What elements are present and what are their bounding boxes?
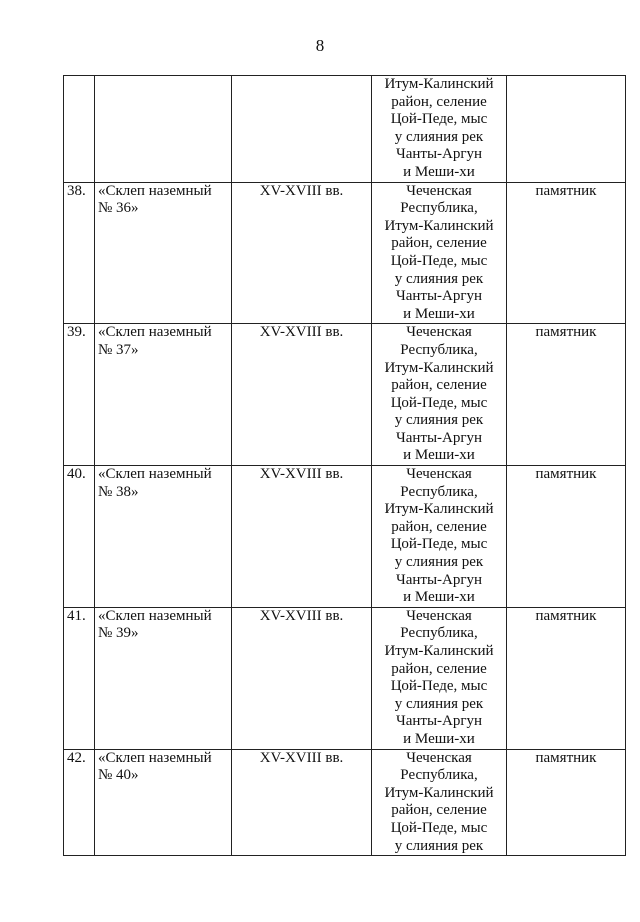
location-line: Чеченская [406, 749, 472, 766]
location-line: Цой-Педе, мыс [390, 394, 488, 411]
location-line: Чанты-Аргун [395, 288, 483, 305]
location-line: Республика, [400, 341, 478, 358]
location-line: район, селение [391, 802, 487, 819]
location-cell [372, 324, 507, 466]
location-line: Чанты-Аргун [395, 429, 483, 446]
object-name-cell [95, 466, 232, 608]
object-name-line: № 39» [98, 625, 139, 642]
location-line: Чеченская [406, 607, 472, 624]
table-row [64, 466, 626, 608]
location-line: Итум-Калинский [384, 359, 494, 376]
location-line: район, селение [391, 93, 487, 110]
row-number-cell: 41. [64, 607, 95, 749]
location-line: у слияния рек [394, 412, 484, 429]
location-cell [372, 182, 507, 324]
object-name-cell [95, 607, 232, 749]
object-name-line: № 38» [98, 483, 139, 500]
location-line: Итум-Калинский [384, 643, 494, 659]
location-line: у слияния рек [394, 837, 484, 854]
object-name-line: «Склеп наземный [98, 607, 212, 624]
location-line: Республика, [400, 483, 478, 500]
location-cell [372, 76, 507, 183]
dating-cell: XV-XVIII вв. [232, 466, 372, 608]
dating-cell: XV-XVIII вв. [232, 607, 372, 749]
table-row [64, 76, 626, 183]
category-cell [507, 76, 626, 183]
location-line: Цой-Педе, мыс [390, 536, 488, 553]
page-number: 8 [315, 36, 325, 55]
location-line: Итум-Калинский [384, 76, 494, 92]
location-line: у слияния рек [394, 128, 484, 145]
object-name-line: «Склеп наземный [98, 749, 212, 766]
location-line: у слияния рек [394, 270, 484, 287]
dating-cell: XV-XVIII вв. [232, 182, 372, 324]
location-line: Республика, [400, 767, 478, 784]
object-name-line: «Склеп наземный [98, 182, 212, 199]
object-name-cell [95, 76, 232, 183]
object-name-line: «Склеп наземный [98, 324, 212, 341]
location-line: Цой-Педе, мыс [390, 819, 488, 836]
table-row [64, 607, 626, 749]
location-line: Итум-Калинский [384, 784, 494, 801]
dating-cell: XV-XVIII вв. [232, 324, 372, 466]
object-name-line: № 36» [98, 200, 139, 217]
category-cell: памятник [507, 466, 626, 608]
location-line: Итум-Калинский [384, 217, 494, 234]
category-cell: памятник [507, 607, 626, 749]
location-line: Республика, [400, 200, 478, 217]
object-name-line: № 40» [98, 767, 139, 784]
location-cell [372, 607, 507, 749]
monuments-table-body [64, 76, 626, 856]
row-number-cell: 40. [64, 466, 95, 608]
row-number-cell: 42. [64, 749, 95, 856]
location-line: район, селение [391, 377, 487, 394]
location-line: Цой-Педе, мыс [390, 678, 488, 695]
table-row [64, 749, 626, 856]
location-line: Чеченская [406, 182, 472, 199]
object-name-cell [95, 324, 232, 466]
location-line: район, селение [391, 518, 487, 535]
object-name-line: «Склеп наземный [98, 466, 212, 483]
row-number-cell: 39. [64, 324, 95, 466]
location-line: и Меши-хи [403, 589, 475, 606]
object-name-line: № 37» [98, 341, 139, 358]
location-line: Чеченская [406, 324, 472, 341]
category-cell: памятник [507, 749, 626, 856]
table-row [64, 182, 626, 324]
monuments-table [63, 75, 626, 856]
location-line: у слияния рек [394, 554, 484, 571]
location-line: и Меши-хи [403, 730, 475, 747]
location-line: район, селение [391, 660, 487, 677]
location-line: и Меши-хи [403, 305, 475, 322]
location-line: Чанты-Аргун [395, 146, 483, 163]
location-line: Цой-Педе, мыс [390, 252, 488, 269]
location-line: район, селение [391, 235, 487, 252]
dating-cell: XV-XVIII вв. [232, 749, 372, 856]
object-name-cell [95, 749, 232, 856]
location-line: Итум-Калинский [384, 501, 494, 518]
location-cell [372, 466, 507, 608]
location-line: Чанты-Аргун [395, 713, 483, 730]
object-name-cell [95, 182, 232, 324]
category-cell: памятник [507, 182, 626, 324]
category-cell: памятник [507, 324, 626, 466]
location-line: и Меши-хи [403, 447, 475, 464]
location-line: у слияния рек [394, 695, 484, 712]
location-cell [372, 749, 507, 856]
location-line: Чанты-Аргун [395, 571, 483, 588]
location-line: Чеченская [406, 466, 472, 483]
dating-cell [232, 76, 372, 183]
table-row [64, 324, 626, 466]
location-line: Цой-Педе, мыс [390, 111, 488, 128]
row-number-cell [64, 76, 95, 183]
location-line: Республика, [400, 625, 478, 642]
row-number-cell: 38. [64, 182, 95, 324]
location-line: и Меши-хи [403, 163, 475, 180]
